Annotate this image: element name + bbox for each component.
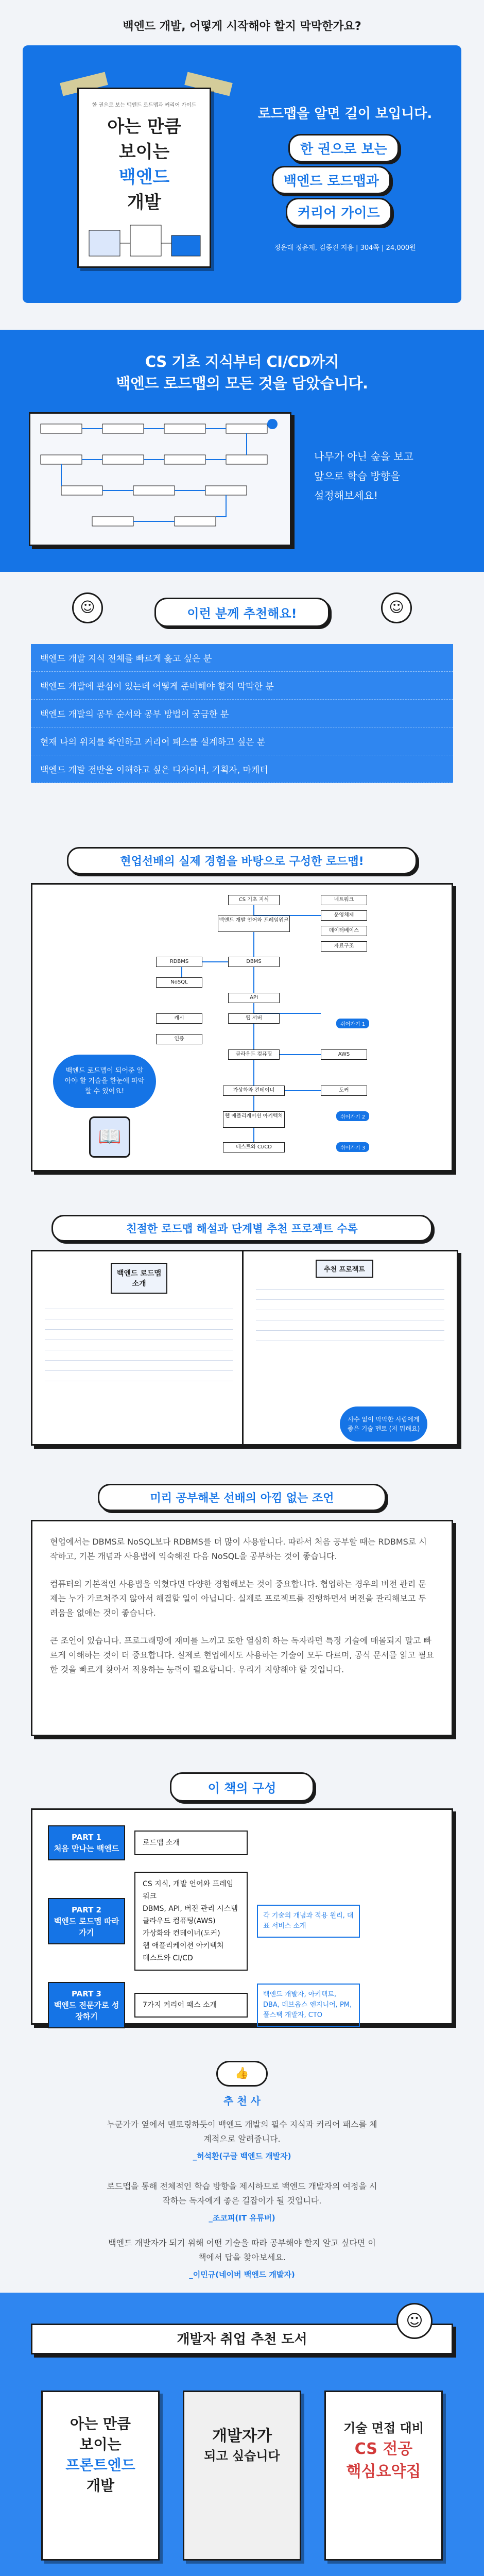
book1-line4: 개발 <box>86 2477 115 2494</box>
advice-title: 미리 공부해본 선배의 아낌 없는 조언 <box>98 1484 386 1511</box>
cs-section <box>0 330 484 572</box>
cs-text-3: 설정해보세요! <box>314 489 378 502</box>
toc-list <box>134 1993 248 2018</box>
book-title-3: 백엔드 <box>118 167 170 188</box>
roadmap-node: 도커 <box>321 1086 367 1096</box>
book3-line3: 핵심요약집 <box>346 2463 421 2481</box>
toc-title: 이 책의 구성 <box>170 1772 314 1802</box>
recommend-title: 이런 분께 추천해요! <box>154 598 330 627</box>
roadmap-node: 테스트와 CI/CD <box>223 1142 285 1153</box>
projects-title: 친절한 로드맵 해설과 단계별 추천 프로젝트 수록 <box>51 1215 433 1242</box>
toc-part-num: PART 1 <box>72 1833 101 1842</box>
character-books-icon: ☺ <box>396 2303 433 2339</box>
roadmap-node: 백엔드 개발 언어와 프레임워크 <box>218 916 290 932</box>
book1-line2: 보이는 <box>79 2436 122 2453</box>
endorse-quote: 백엔드 개발자가 되기 위해 어떤 기술을 따라 공부해야 할지 알고 싶다면 이 책에서 답을 찾아보세요. <box>108 2238 376 2262</box>
cs-text-1: 나무가 아닌 숲을 보고 <box>314 450 413 463</box>
books-title: 개발자 취업 추천 도서 <box>177 2332 307 2347</box>
roadmap-node: 운영체제 <box>321 910 367 921</box>
roadmap-title: 현업선배의 실제 경험을 바탕으로 구성한 로드맵! <box>67 847 417 874</box>
recommend-item: 현재 나의 위치를 확인하고 커리어 패스를 설계하고 싶은 분 <box>31 727 453 755</box>
book-title-2: 보이는 <box>118 142 170 162</box>
toc-box <box>31 1808 453 2025</box>
book-illustration <box>79 215 211 266</box>
toc-list <box>134 1872 248 1971</box>
advice-paragraph: 큰 조언이 있습니다. 프로그래밍에 재미를 느끼고 또한 열심히 하는 독자라면 특정 기술에 매몰되지 말고 빠르게 이해하는 것이 더 중요합니다. 실제로 현업에서도 사용하는 기술이 모두 다르며, 공식 문서를 읽고 필요한 것을 빠르게 찾아서 적용하는 능력이 필요합니다. 우리가 지향해야 할 것입니다. <box>50 1636 434 1674</box>
character-right-icon: ☺ <box>381 592 412 623</box>
endorse-section <box>0 2045 484 2293</box>
recommended-book-1[interactable] <box>41 2391 160 2561</box>
roadmap-node: RDBMS <box>156 957 202 967</box>
advice-box <box>31 1520 453 1736</box>
book3-line2: CS 전공 <box>354 2440 413 2458</box>
toc-item: 클라우드 컴퓨팅(AWS) <box>143 1917 216 1925</box>
recommended-book-3[interactable] <box>324 2391 443 2561</box>
toc-part <box>48 1982 125 2028</box>
book-title-1: 아는 만큼 <box>107 116 181 137</box>
toc-row <box>48 1825 436 1860</box>
project-page-left <box>31 1250 247 1446</box>
recommend-item: 백엔드 개발에 관심이 있는데 어떻게 준비해야 할지 막막한 분 <box>31 672 453 700</box>
toc-part-name: 백엔드 로드맵 따라가기 <box>54 1917 119 1937</box>
toc-section <box>0 1757 484 2045</box>
toc-note: 각 기술의 개념과 적용 원리, 대표 서비스 소개 <box>257 1905 360 1938</box>
roadmap-preview-diagram <box>30 414 290 545</box>
roadmap-node: API <box>228 993 280 1003</box>
roadmap-node: 자료구조 <box>321 941 367 952</box>
recommend-section <box>0 572 484 829</box>
book2-line2: 되고 싶습니다 <box>204 2449 280 2463</box>
roadmap-node: NoSQL <box>156 977 202 988</box>
endorse-title: 추 천 사 <box>223 2095 261 2107</box>
recommended-book-2[interactable] <box>183 2391 301 2561</box>
hero-pill-2: 백엔드 로드맵과 <box>272 166 391 194</box>
roadmap-node: AWS <box>321 1049 367 1060</box>
book-cover <box>77 88 211 268</box>
endorse-sig: _이민규(네이버 백엔드 개발자) <box>189 2270 295 2279</box>
hero-pill-3: 커리어 가이드 <box>286 198 392 226</box>
project-left-label: 백엔드 로드맵 소개 <box>111 1263 167 1294</box>
toc-part-num: PART 3 <box>72 1989 101 1998</box>
roadmap-node: 클라우드 컴퓨팅 <box>228 1049 280 1060</box>
toc-item: 7가지 커리어 패스 소개 <box>143 2001 217 2009</box>
toc-part <box>48 1825 125 1860</box>
hero-tagline: 로드맵을 알면 길이 보입니다. <box>257 106 433 122</box>
endorse-sig: _조코피(IT 유튜버) <box>209 2213 275 2223</box>
cs-title-2: 백엔드 로드맵의 모든 것을 담았습니다. <box>116 375 368 392</box>
roadmap-node: 웹 애플리케이션 아키텍처 <box>223 1111 285 1128</box>
roadmap-node: 인증 <box>156 1034 202 1044</box>
endorse-quote: 누군가가 옆에서 멘토링하듯이 백엔드 개발의 필수 지식과 커리어 패스를 체계적으로 알려줍니다. <box>107 2120 377 2144</box>
books-section <box>0 2293 484 2576</box>
book3-line1: 기술 면접 대비 <box>343 2421 424 2435</box>
reader-character-icon: 📖 <box>89 1116 130 1158</box>
toc-row <box>48 1872 436 1971</box>
recommend-item: 백엔드 개발의 공부 순서와 공부 방법이 궁금한 분 <box>31 700 453 727</box>
toc-item: 테스트와 CI/CD <box>143 1954 193 1962</box>
toc-row <box>48 1982 436 2028</box>
cs-title-1: CS 기초 지식부터 CI/CD까지 <box>145 353 339 370</box>
roadmap-preview <box>29 412 291 546</box>
roadmap-node: CS 기초 지식 <box>228 895 280 905</box>
projects-section <box>0 1200 484 1468</box>
roadmap-badge: 쉬어가기 3 <box>336 1142 369 1152</box>
roadmap-diagram <box>31 883 453 1172</box>
cs-text-2: 앞으로 학습 방향을 <box>314 470 401 482</box>
roadmap-badge: 쉬어가기 1 <box>336 1019 369 1028</box>
toc-part-num: PART 2 <box>72 1905 101 1914</box>
hero-question: 백엔드 개발, 어떻게 시작해야 할지 막막한가요? <box>123 20 361 33</box>
book2-line1: 개발자가 <box>212 2427 272 2445</box>
toc-part <box>48 1898 125 1944</box>
hero-meta: 정운대 정윤제, 김종진 지음 | 304쪽 | 24,000원 <box>274 244 416 252</box>
toc-part-name: 백엔드 전문가로 성장하기 <box>54 2001 119 2021</box>
toc-part-name: 처음 만나는 백엔드 <box>54 1844 119 1853</box>
recommend-list <box>31 644 453 783</box>
project-right-label: 추천 프로젝트 <box>316 1260 373 1278</box>
advice-paragraph: 컴퓨터의 기본적인 사용법을 익혔다면 다양한 경험해보는 것이 중요합니다. 협업하는 경우의 버전 관리 문제는 누가 가르쳐주지 않아서 해결할 일이 아닙니다. 실제로 프로젝트를 진행하면서 버전을 관리해보고 두려움을 없애는 것이 좋습니다. <box>50 1579 426 1618</box>
toc-item: CS 지식, 개발 언어와 프레임워크 <box>143 1880 234 1901</box>
recommend-item: 백엔드 개발 지식 전체를 빠르게 훑고 싶은 분 <box>31 644 453 672</box>
roadmap-section <box>0 829 484 1200</box>
roadmap-node: 가상화와 컨테이너 <box>223 1086 285 1096</box>
toc-list <box>134 1831 248 1855</box>
roadmap-node: 웹 서버 <box>228 1013 280 1024</box>
advice-paragraph: 현업에서는 DBMS로 NoSQL보다 RDBMS를 더 많이 사용합니다. 따라서 처음 공부할 때는 RDBMS로 시작하고, 기본 개념과 사용법에 익숙해진 다음 NoSQL을 공부하는 것이 좋습니다. <box>50 1537 427 1561</box>
roadmap-badge: 쉬어가기 2 <box>336 1111 369 1121</box>
toc-item: 로드맵 소개 <box>143 1839 180 1847</box>
toc-item: 가상화와 컨테이너(도커) <box>143 1929 220 1938</box>
project-bubble: 사수 없이 막막한 사람에게 좋은 기술 멘토 (저 뭐해요) <box>340 1406 427 1442</box>
toc-note: 백엔드 개발자, 아키텍트, DBA, 데브옵스 엔지니어, PM, 풀스택 개발자, CTO <box>257 1984 360 2027</box>
roadmap-node: 데이터베이스 <box>321 926 367 936</box>
endorse-quote: 로드맵을 통해 전체적인 학습 방향을 제시하므로 백엔드 개발자의 여정을 시작하는 독자에게 좋은 길잡이가 될 것입니다. <box>107 2181 377 2206</box>
book-title-4: 개발 <box>127 192 161 213</box>
endorse-icon: 👍 <box>216 2061 268 2087</box>
hero-pill-1: 한 권으로 보는 <box>288 134 399 162</box>
hero-section <box>0 0 484 330</box>
roadmap-node: 네트워크 <box>321 895 367 905</box>
endorse-sig: _허석환(구글 백엔드 개발자) <box>193 2151 291 2161</box>
toc-item: DBMS, API, 버전 관리 시스템 <box>143 1905 238 1913</box>
character-left-icon: ☺ <box>72 592 103 623</box>
toc-item: 웹 애플리케이션 아키텍처 <box>143 1942 224 1950</box>
book1-line3: 프론트엔드 <box>65 2456 135 2473</box>
book-small-title: 한 권으로 보는 백엔드 로드맵과 커리어 가이드 <box>92 103 197 108</box>
book1-line1: 아는 만큼 <box>70 2415 131 2432</box>
roadmap-node: 캐시 <box>156 1013 202 1024</box>
roadmap-bubble: 백엔드 로드맵이 되어준 알아야 할 기술을 한눈에 파악할 수 있어요! <box>53 1055 156 1108</box>
recommend-item: 백엔드 개발 전반을 이해하고 싶은 디자이너, 기획자, 마케터 <box>31 755 453 783</box>
roadmap-node: DBMS <box>228 957 280 967</box>
advice-section <box>0 1468 484 1757</box>
